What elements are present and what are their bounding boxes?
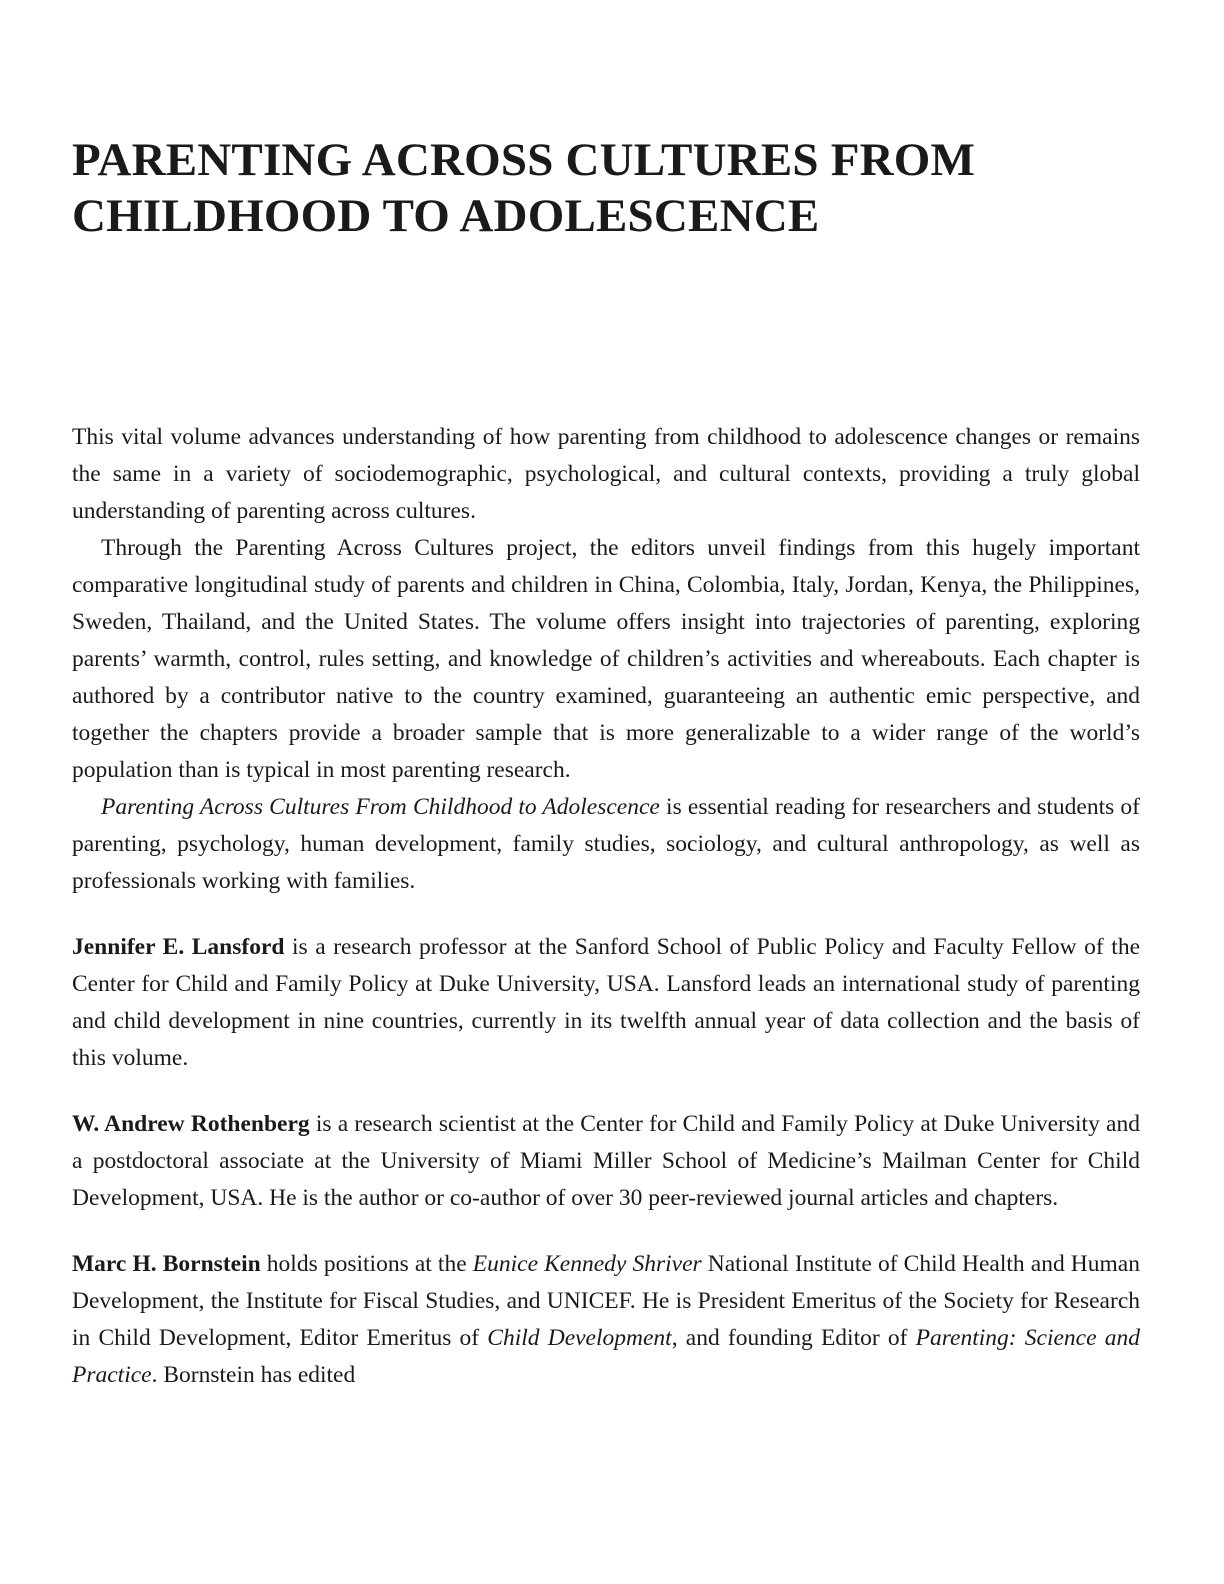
author-name-lansford: Jennifer E. Lansford xyxy=(72,934,285,960)
book-description xyxy=(72,419,1140,1394)
description-paragraph-1: This vital volume advances understanding of how parenting from childhood to adolescence changes or remains the same in a variety of sociodemographic, psychological, and cultural contexts, providing a truly global understanding of parenting across cultures. xyxy=(72,424,1140,524)
book-title xyxy=(72,132,1152,244)
description-paragraph-3-text: is essential reading for researchers and students of parenting, psychology, human development, family studies, sociology, and cultural anthropology, as well as professionals working with families. xyxy=(72,794,1140,894)
bio-lansford-text: is a research professor at the Sanford School of Public Policy and Faculty Fellow of the Center for Child and Family Policy at Duke University, USA. Lansford leads an international study of parenting and child development in nine countries, currently in its twelfth annual year of data collection and the basis of this volume. xyxy=(72,934,1140,1071)
bio-rothenberg xyxy=(72,1106,1140,1217)
bio-bornstein xyxy=(72,1246,1140,1394)
author-name-rothenberg: W. Andrew Rothenberg xyxy=(72,1111,310,1137)
bio-bornstein-italic-2: Child Development xyxy=(487,1325,672,1351)
bio-rothenberg-text: is a research scientist at the Center for Child and Family Policy at Duke University and a postdoctoral associate at the University of Miami Miller School of Medicine’s Mailman Center for Child Development, USA. He is the author or co-author of over 30 peer-reviewed journal articles and chapters. xyxy=(72,1111,1140,1211)
description-paragraph-3 xyxy=(72,789,1140,900)
book-title-line-2: CHILDHOOD TO ADOLESCENCE xyxy=(72,190,820,242)
bio-bornstein-text-4: . Bornstein has edited xyxy=(151,1362,356,1388)
book-title-line-1: PARENTING ACROSS CULTURES FROM xyxy=(72,134,976,186)
bio-bornstein-italic-3: Parenting: Science and Practice xyxy=(72,1325,1140,1388)
author-name-bornstein: Marc H. Bornstein xyxy=(72,1251,261,1277)
book-title-italic: Parenting Across Cultures From Childhood to Adolescence xyxy=(101,794,660,820)
bio-lansford xyxy=(72,929,1140,1077)
description-paragraph-2: Through the Parenting Across Cultures project, the editors unveil findings from this hugely important comparative longitudinal study of parents and children in China, Colombia, Italy, Jordan, Kenya, the Philippines, Sweden, Thailand, and the United States. The volume offers insight into trajectories of parenting, exploring parents’ warmth, control, rules setting, and knowledge of children’s activities and whereabouts. Each chapter is authored by a contributor native to the country examined, guaranteeing an authentic emic perspective, and together the chapters provide a broader sample that is more generalizable to a wider range of the world’s population than is typical in most parenting research. xyxy=(72,535,1140,783)
bio-bornstein-text-2: National Institute of Child Health and Human Development, the Institute for Fiscal Studies, and UNICEF. He is President Emeritus of the Society for Research in Child Development, Editor Emeritus of xyxy=(72,1251,1140,1351)
bio-bornstein-text-1: holds positions at the xyxy=(260,1251,473,1277)
bio-bornstein-text-3: , and founding Editor of xyxy=(671,1325,916,1351)
bio-bornstein-italic-1: Eunice Kennedy Shriver xyxy=(472,1251,702,1277)
